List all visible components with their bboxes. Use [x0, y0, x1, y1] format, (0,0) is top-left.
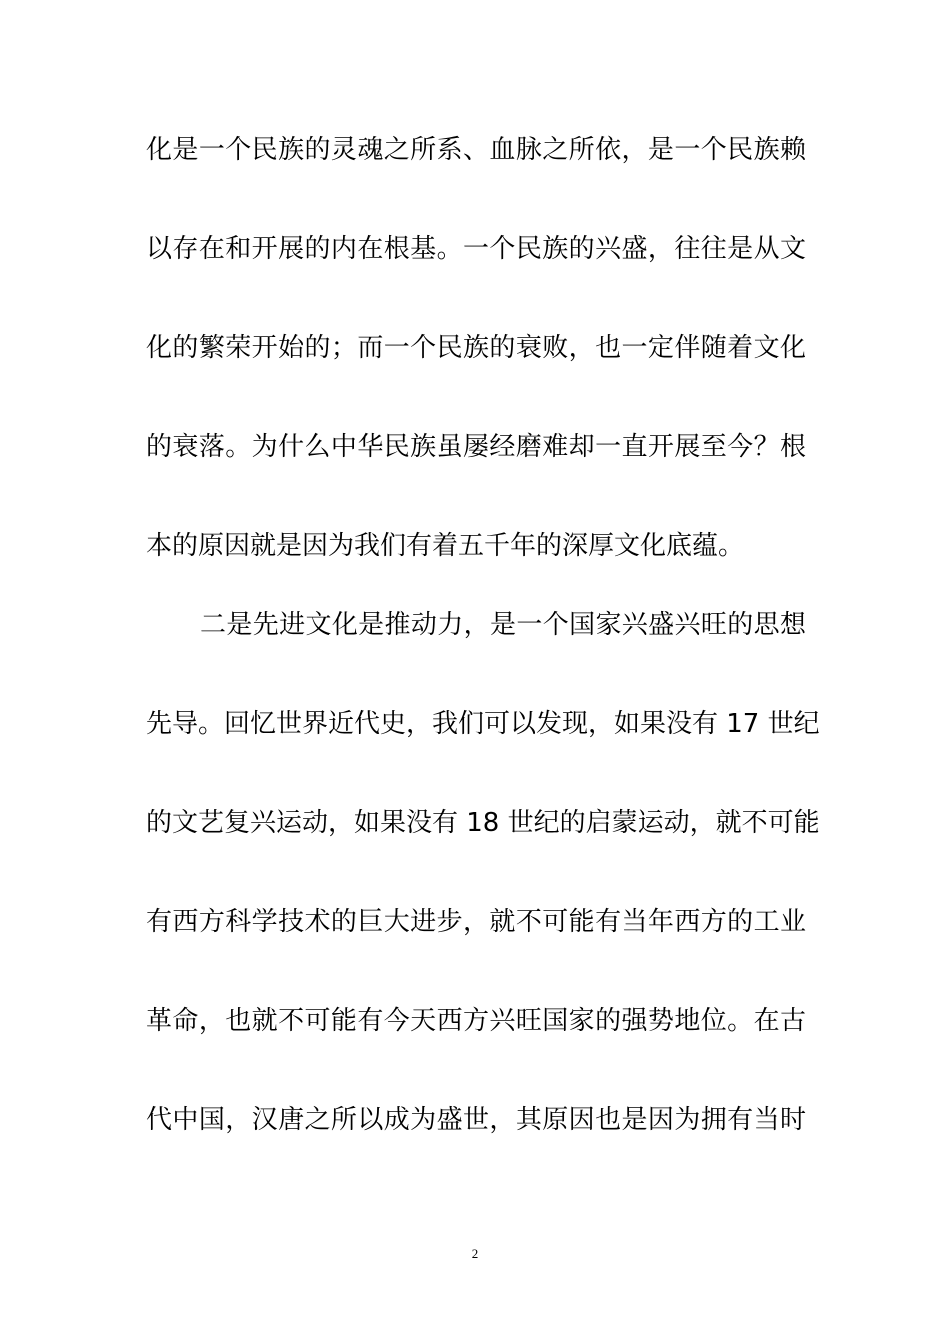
text-line: 本的原因就是因为我们有着五千年的深厚文化底蕴。	[146, 531, 745, 561]
text-line: 化的繁荣开始的；而一个民族的衰败，也一定伴随着文化	[146, 333, 806, 363]
text-line: 先导。回忆世界近代史，我们可以发现，如果没有 17 世纪	[146, 709, 820, 739]
page-number: 2	[471, 1246, 479, 1261]
text-line: 以存在和开展的内在根基。一个民族的兴盛，往往是从文	[146, 234, 806, 264]
text-line: 化是一个民族的灵魂之所系、血脉之所依，是一个民族赖	[146, 135, 806, 165]
text-line: 代中国，汉唐之所以成为盛世，其原因也是因为拥有当时	[146, 1105, 806, 1135]
text-line: 的衰落。为什么中华民族虽屡经磨难却一直开展至今？根	[146, 432, 806, 462]
text-line: 的文艺复兴运动，如果没有 18 世纪的启蒙运动，就不可能	[146, 808, 820, 838]
text-line: 有西方科学技术的巨大进步，就不可能有当年西方的工业	[146, 907, 806, 937]
text-line: 革命，也就不可能有今天西方兴旺国家的强势地位。在古	[146, 1006, 806, 1036]
paragraph-first-line: 二是先进文化是推动力，是一个国家兴盛兴旺的思想	[200, 610, 806, 640]
